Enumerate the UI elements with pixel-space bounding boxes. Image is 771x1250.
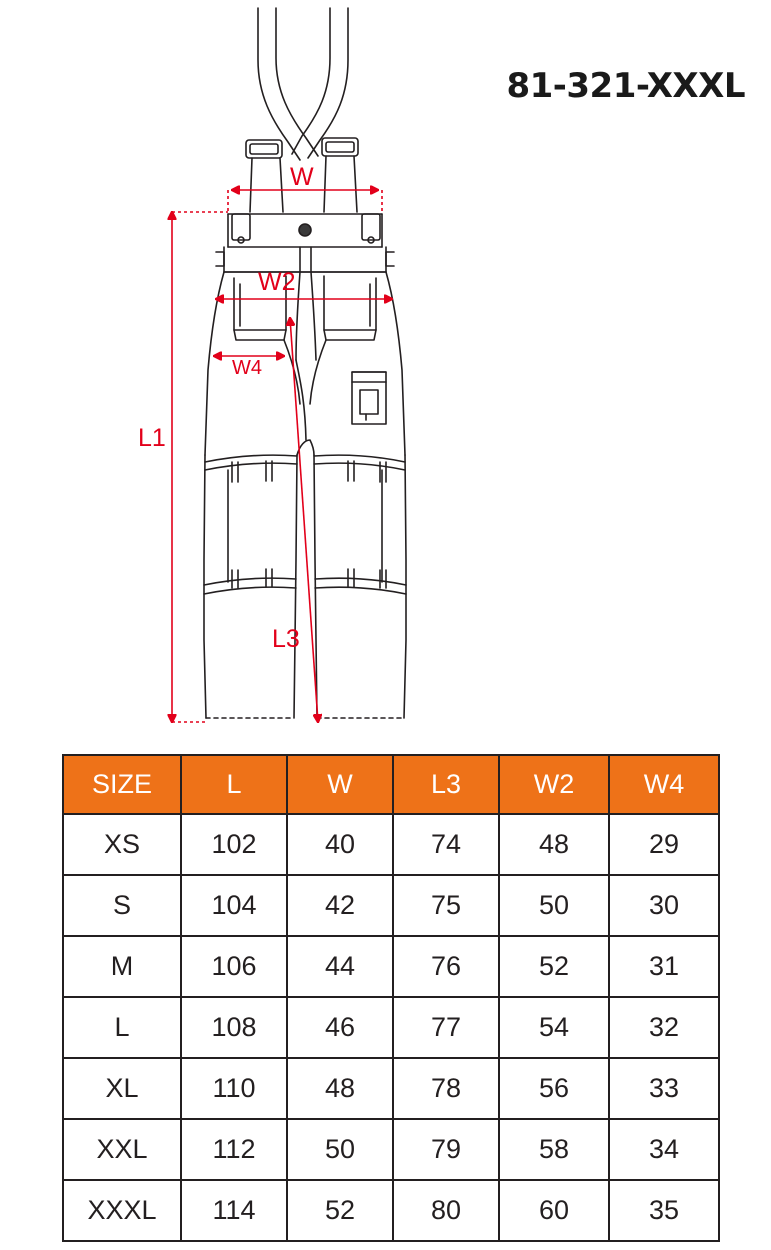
column-header-l3: L3 xyxy=(393,755,499,814)
cell-w4: 35 xyxy=(609,1180,719,1241)
cell-w: 46 xyxy=(287,997,393,1058)
cell-size: XL xyxy=(63,1058,181,1119)
cell-size: XXL xyxy=(63,1119,181,1180)
cell-l: 106 xyxy=(181,936,287,997)
cell-w: 42 xyxy=(287,875,393,936)
dimension-label-l1: L1 xyxy=(138,424,166,452)
cell-size: XXXL xyxy=(63,1180,181,1241)
table-row xyxy=(63,997,719,1058)
cell-l: 108 xyxy=(181,997,287,1058)
cell-size: S xyxy=(63,875,181,936)
product-code: 81-321-XXXL xyxy=(506,66,745,106)
column-header-l: L xyxy=(181,755,287,814)
cell-w2: 58 xyxy=(499,1119,609,1180)
dimension-label-l3: L3 xyxy=(272,625,300,653)
cell-w2: 54 xyxy=(499,997,609,1058)
cell-l3: 80 xyxy=(393,1180,499,1241)
cell-l3: 76 xyxy=(393,936,499,997)
cell-w2: 52 xyxy=(499,936,609,997)
table-row xyxy=(63,875,719,936)
column-header-w2: W2 xyxy=(499,755,609,814)
cell-l: 110 xyxy=(181,1058,287,1119)
cell-w: 52 xyxy=(287,1180,393,1241)
cell-w: 40 xyxy=(287,814,393,875)
table-row xyxy=(63,936,719,997)
table-row xyxy=(63,1180,719,1241)
cell-l3: 78 xyxy=(393,1058,499,1119)
cell-w2: 56 xyxy=(499,1058,609,1119)
cell-l: 114 xyxy=(181,1180,287,1241)
dimension-label-w: W xyxy=(290,163,314,191)
cell-l3: 75 xyxy=(393,875,499,936)
cell-l: 112 xyxy=(181,1119,287,1180)
cell-w: 44 xyxy=(287,936,393,997)
table-header-row xyxy=(63,755,719,814)
cell-w4: 34 xyxy=(609,1119,719,1180)
cell-w4: 31 xyxy=(609,936,719,997)
cell-l: 102 xyxy=(181,814,287,875)
cell-size: M xyxy=(63,936,181,997)
size-table xyxy=(62,754,720,1242)
cell-w4: 32 xyxy=(609,997,719,1058)
cell-w4: 33 xyxy=(609,1058,719,1119)
cell-size: XS xyxy=(63,814,181,875)
cell-w2: 60 xyxy=(499,1180,609,1241)
column-header-w4: W4 xyxy=(609,755,719,814)
cell-w4: 29 xyxy=(609,814,719,875)
cell-size: L xyxy=(63,997,181,1058)
cell-w: 50 xyxy=(287,1119,393,1180)
cell-l: 104 xyxy=(181,875,287,936)
cell-l3: 77 xyxy=(393,997,499,1058)
cell-l3: 74 xyxy=(393,814,499,875)
cell-w4: 30 xyxy=(609,875,719,936)
table-row xyxy=(63,1058,719,1119)
table-row xyxy=(63,814,719,875)
column-header-w: W xyxy=(287,755,393,814)
dimension-label-w2: W2 xyxy=(258,268,296,296)
cell-w2: 48 xyxy=(499,814,609,875)
table-row xyxy=(63,1119,719,1180)
cell-w: 48 xyxy=(287,1058,393,1119)
column-header-size: SIZE xyxy=(63,755,181,814)
cell-l3: 79 xyxy=(393,1119,499,1180)
dimension-label-w4: W4 xyxy=(232,357,262,379)
cell-w2: 50 xyxy=(499,875,609,936)
